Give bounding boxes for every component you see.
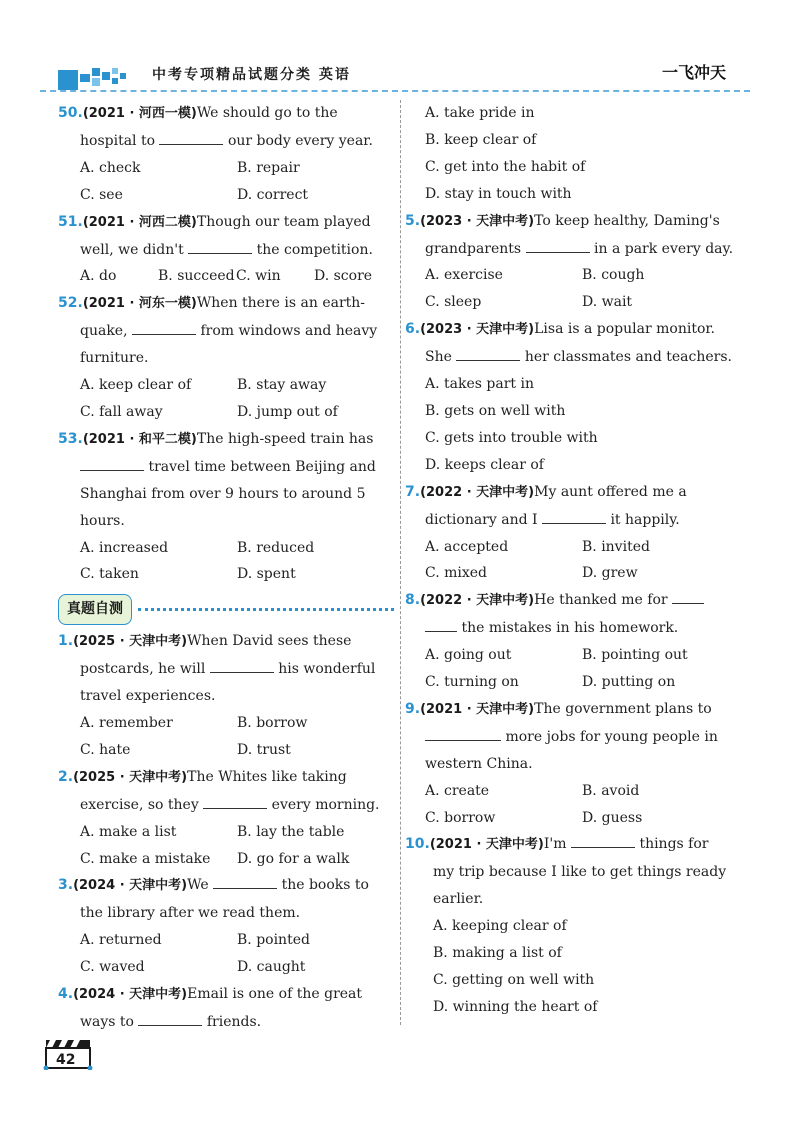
option-a[interactable]: A. takes part in	[425, 376, 534, 393]
question-text: The high-speed train has	[196, 430, 374, 447]
option-c[interactable]: C. get into the habit of	[425, 158, 586, 175]
question-text: my trip because I like to get things ready	[433, 864, 727, 881]
question-source: (2021 · 天津中考)	[420, 701, 535, 717]
question-text: Shanghai from over 9 hours to around 5	[80, 485, 366, 502]
option-a[interactable]: A. exercise	[425, 267, 503, 284]
options	[405, 262, 743, 316]
option-b[interactable]: B. keep clear of	[425, 131, 537, 148]
answer-blank[interactable]	[213, 874, 277, 889]
column-divider	[400, 100, 401, 1025]
option-b[interactable]: B. lay the table	[237, 823, 345, 840]
section-tag-label: 真题自测	[58, 594, 132, 625]
question-source: (2024 · 天津中考)	[73, 878, 188, 894]
options	[405, 642, 743, 696]
question-text: Lisa is a popular monitor.	[534, 321, 715, 338]
question-number: 7.	[405, 483, 421, 500]
options	[58, 155, 394, 209]
question-text: travel time between Beijing and	[148, 458, 376, 475]
question-text: She	[425, 349, 452, 366]
options	[58, 819, 394, 873]
question-text: dictionary and I	[425, 511, 538, 528]
question-text: every morning.	[271, 796, 380, 813]
question-text: postcards, he will	[80, 661, 206, 678]
question-text: My aunt offered me a	[534, 483, 687, 500]
option-b[interactable]: B. repair	[237, 159, 300, 176]
question-text: his wonderful	[278, 661, 376, 678]
option-a[interactable]: A. remember	[80, 715, 173, 732]
question-text: quake,	[80, 323, 128, 340]
question-text: the competition.	[256, 241, 373, 258]
question-1	[58, 628, 394, 764]
question-text: travel experiences.	[80, 688, 216, 705]
question-text: it happily.	[610, 511, 680, 528]
question-8	[405, 587, 743, 696]
options	[58, 263, 394, 290]
option-b[interactable]: B. pointing out	[582, 647, 688, 664]
question-text: earlier.	[433, 891, 484, 908]
question-text: We	[187, 877, 209, 894]
question-text: We should go to the	[196, 105, 338, 121]
page-number: 42	[56, 1052, 76, 1068]
option-d[interactable]: D. spent	[237, 566, 296, 583]
question-source: (2022 · 天津中考)	[420, 484, 535, 500]
question-text: To keep healthy, Daming's	[534, 212, 720, 229]
question-50	[58, 100, 394, 209]
answer-blank[interactable]	[138, 1011, 202, 1026]
question-9	[405, 696, 743, 832]
option-d[interactable]: D. trust	[237, 741, 291, 758]
question-3	[58, 872, 394, 981]
option-c[interactable]: C. getting on well with	[433, 972, 595, 988]
options	[405, 534, 743, 588]
options-q4-continued	[405, 100, 743, 208]
question-text: the mistakes in his homework.	[461, 620, 679, 637]
question-number: 10.	[405, 836, 430, 853]
option-b[interactable]: B. cough	[582, 267, 645, 284]
header-squares-icon	[58, 64, 138, 92]
option-c[interactable]: C. turning on	[425, 674, 519, 691]
option-c[interactable]: C. hate	[80, 741, 131, 758]
option-a[interactable]: A. make a list	[80, 823, 177, 840]
question-text: When David sees these	[187, 633, 352, 650]
options	[405, 778, 743, 832]
option-a[interactable]: A. keeping clear of	[433, 918, 567, 935]
question-text: well, we didn't	[80, 241, 184, 258]
question-number: 3.	[58, 877, 74, 894]
question-52	[58, 290, 394, 426]
answer-blank[interactable]	[571, 833, 635, 848]
option-b[interactable]: B. succeed	[158, 268, 235, 285]
question-text: hospital to	[80, 132, 156, 149]
question-5	[405, 208, 743, 317]
option-a[interactable]: A. increased	[80, 539, 169, 556]
option-d[interactable]: D. wait	[582, 294, 633, 311]
answer-blank[interactable]	[210, 658, 274, 673]
option-c[interactable]: C. taken	[80, 566, 139, 583]
left-column	[58, 100, 394, 1036]
option-a[interactable]: A. going out	[425, 647, 512, 664]
answer-blank[interactable]	[132, 320, 196, 335]
question-text: friends.	[206, 1014, 262, 1030]
answer-blank[interactable]	[672, 589, 704, 604]
option-c[interactable]: C. win	[236, 268, 281, 285]
option-b[interactable]: B. gets on well with	[425, 402, 566, 419]
option-b[interactable]: B. borrow	[237, 715, 308, 732]
options	[58, 927, 394, 981]
question-source: (2021 · 天津中考)	[429, 837, 544, 853]
option-d[interactable]: D. go for a walk	[237, 850, 350, 867]
option-b[interactable]: B. making a list of	[433, 945, 562, 962]
question-text: in a park every day.	[594, 240, 734, 257]
question-source: (2025 · 天津中考)	[73, 634, 188, 650]
question-number: 50.	[58, 105, 83, 121]
header-title: 中考专项精品试题分类 英语	[152, 67, 351, 83]
question-source: (2021 · 和平二模)	[82, 431, 197, 447]
option-d[interactable]: D. guess	[582, 809, 643, 826]
option-a[interactable]: A. take pride in	[425, 105, 535, 121]
option-d[interactable]: D. correct	[237, 186, 309, 203]
answer-blank[interactable]	[456, 346, 520, 361]
option-d[interactable]: D. jump out of	[237, 403, 338, 420]
option-d[interactable]: D. stay in touch with	[425, 185, 572, 202]
option-a[interactable]: A. create	[425, 782, 490, 799]
option-c[interactable]: C. borrow	[425, 809, 496, 826]
brand-logo-text: 一飞冲天	[662, 63, 727, 82]
question-source: (2021 · 河东一模)	[82, 296, 197, 312]
question-text: things for	[639, 836, 709, 853]
page-header	[40, 60, 750, 96]
question-text: the library after we read them.	[80, 905, 301, 922]
question-number: 8.	[405, 592, 421, 609]
option-c[interactable]: C. gets into trouble with	[425, 429, 598, 446]
question-number: 51.	[58, 213, 83, 230]
question-text: The government plans to	[534, 700, 712, 717]
question-number: 5.	[405, 212, 421, 229]
question-text: When there is an earth-	[196, 295, 366, 312]
question-number: 1.	[58, 633, 74, 650]
option-b[interactable]: B. reduced	[237, 539, 315, 556]
option-d[interactable]: D. caught	[237, 959, 306, 976]
option-c[interactable]: C. sleep	[425, 294, 482, 311]
question-51	[58, 209, 394, 291]
question-source: (2021 · 河西二模)	[82, 214, 197, 230]
answer-blank[interactable]	[526, 238, 590, 253]
answer-blank[interactable]	[542, 509, 606, 524]
question-6	[405, 316, 743, 478]
question-source: (2025 · 天津中考)	[73, 769, 188, 785]
question-7	[405, 479, 743, 588]
option-a[interactable]: A. do	[80, 268, 117, 285]
question-text: her classmates and teachers.	[524, 349, 732, 366]
question-text: more jobs for young people in	[505, 728, 718, 745]
question-4	[58, 981, 394, 1036]
option-d[interactable]: D. score	[314, 268, 373, 285]
option-b[interactable]: B. stay away	[237, 377, 327, 394]
question-source: (2021 · 河西一模)	[82, 106, 197, 121]
option-b[interactable]: B. avoid	[582, 782, 640, 799]
question-text: The Whites like taking	[187, 768, 347, 785]
question-number: 6.	[405, 321, 421, 338]
header-divider	[40, 90, 750, 92]
option-c[interactable]: C. waved	[80, 959, 145, 976]
option-d[interactable]: D. keeps clear of	[425, 456, 544, 473]
question-text: furniture.	[80, 350, 149, 367]
question-number: 53.	[58, 430, 83, 447]
question-text: hours.	[80, 512, 125, 529]
option-d[interactable]: D. winning the heart of	[433, 998, 598, 1015]
option-a[interactable]: A. accepted	[425, 538, 509, 555]
option-d[interactable]: D. grew	[582, 565, 638, 582]
option-c[interactable]: C. mixed	[425, 565, 488, 582]
answer-blank[interactable]	[188, 239, 252, 254]
question-text: from windows and heavy	[200, 323, 378, 340]
option-b[interactable]: B. pointed	[237, 932, 310, 949]
options	[405, 913, 743, 1021]
option-b[interactable]: B. invited	[582, 538, 650, 555]
question-source: (2023 · 天津中考)	[420, 213, 535, 229]
options	[58, 710, 394, 764]
answer-blank[interactable]	[425, 726, 501, 741]
right-column	[405, 100, 743, 1021]
answer-blank[interactable]	[203, 794, 267, 809]
options	[405, 371, 743, 479]
option-a[interactable]: A. keep clear of	[80, 377, 192, 394]
answer-blank[interactable]	[80, 456, 144, 471]
question-number: 4.	[58, 986, 74, 1003]
options	[58, 535, 394, 589]
question-source: (2023 · 天津中考)	[420, 322, 535, 338]
option-d[interactable]: D. putting on	[582, 674, 676, 691]
question-text: He thanked me for	[534, 592, 668, 609]
option-c[interactable]: C. fall away	[80, 403, 163, 420]
question-source: (2022 · 天津中考)	[420, 593, 535, 609]
option-a[interactable]: A. check	[80, 159, 141, 176]
question-number: 52.	[58, 295, 83, 312]
question-text: Though our team played	[196, 213, 371, 230]
answer-blank[interactable]	[159, 130, 223, 145]
question-text: ways to	[80, 1014, 134, 1030]
question-text: grandparents	[425, 240, 522, 257]
question-text: Email is one of the great	[187, 986, 363, 1003]
dotted-rule	[138, 608, 394, 611]
question-2	[58, 764, 394, 873]
question-text: western China.	[425, 755, 533, 772]
question-number: 9.	[405, 700, 421, 717]
answer-blank-continued[interactable]	[425, 617, 457, 632]
question-text: our body every year.	[227, 132, 373, 149]
section-header	[58, 592, 394, 626]
option-a[interactable]: A. returned	[80, 932, 162, 949]
question-53	[58, 426, 394, 588]
question-number: 2.	[58, 768, 74, 785]
question-10	[405, 831, 743, 1020]
question-text: the books to	[281, 877, 369, 894]
options	[58, 372, 394, 426]
option-c[interactable]: C. see	[80, 186, 123, 203]
option-c[interactable]: C. make a mistake	[80, 850, 211, 867]
question-source: (2024 · 天津中考)	[73, 987, 188, 1003]
question-text: I'm	[543, 836, 567, 853]
question-text: exercise, so they	[80, 796, 199, 813]
